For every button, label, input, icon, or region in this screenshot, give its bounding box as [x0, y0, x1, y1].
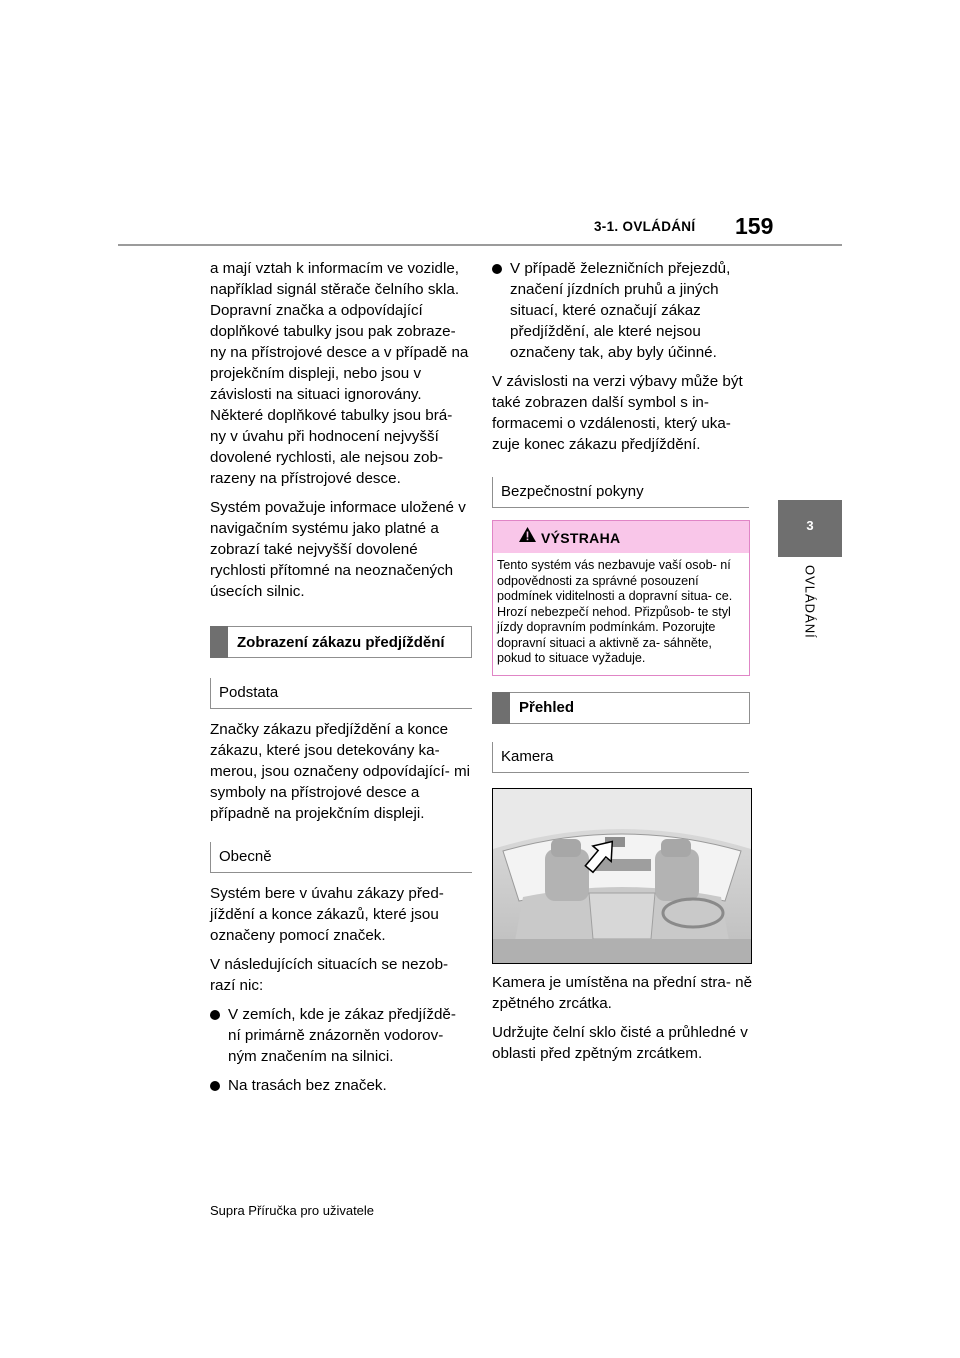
subheading-text: Bezpečnostní pokyny [501, 483, 644, 500]
warning-icon [519, 527, 536, 542]
paragraph: a mají vztah k informacím ve vozidle, například signál stěrače čelního skla. Dopravní značka a odpovídající doplňkové tabulky jsou pak zobraze- ny na přístrojové desce a v případě na projekčním displeji, nebo jsou v závislosti na situaci ignorovány. Některé doplňkové tabulky jsou brá- ny v úvahu při hodnocení nejvyšší dovolené rychlosti, ale nejsou zob- razeny na přístrojové desce. [210, 260, 469, 487]
camera-illustration [492, 788, 752, 964]
car-interior-image [493, 789, 751, 963]
paragraph: Značky zákazu předjíždění a konce zákazu, které jsou detekovány ka- merou, jsou označeny odpovídající- mi symboly na přístrojové desce a případně na projekčním displeji. [210, 721, 471, 822]
warning-box [492, 520, 750, 676]
bullet-item: V případě železničních přejezdů, značení jízdních pruhů a jiných situací, které označují zákaz předjíždění, ale které nejsou označeny tak, aby byly účinné. [492, 258, 754, 363]
subheading [492, 742, 749, 773]
chapter-number: 3 [806, 518, 814, 533]
paragraph: Systém bere v úvahu zákazy před- jíždění a konce zákazů, které jsou označeny pomocí značek. [210, 885, 444, 944]
right-column [492, 258, 754, 1072]
heading-marker [492, 692, 510, 724]
warning-title: VÝSTRAHA [541, 530, 621, 546]
subheading [210, 678, 472, 709]
section-heading-text: Přehled [519, 699, 575, 716]
section-heading-text: Zobrazení zákazu předjíždění [237, 633, 445, 651]
paragraph: V závislosti na verzi výbavy může být také zobrazen další symbol s in- formacemi o vzdálenosti, který uka- zuje konec zákazu předjíždění. [492, 373, 743, 453]
subheading [210, 842, 472, 873]
paragraph: Udržujte čelní sklo čisté a průhledné v oblasti před zpětným zrcátkem. [492, 1023, 748, 1062]
section-heading [210, 626, 472, 658]
section-header: 3-1. OVLÁDÁNÍ [594, 219, 696, 234]
subheading [492, 477, 749, 508]
chapter-tab [778, 500, 842, 557]
header-rule [118, 244, 842, 246]
subheading-text: Kamera [501, 747, 554, 765]
paragraph: V následujících situacích se nezob- razí nic: [210, 956, 449, 994]
warning-header [493, 521, 749, 553]
bullet-item: Na trasách bez značek. [210, 1075, 472, 1096]
warning-text: Tento systém vás nezbavuje vaší osob- ní odpovědnosti za správné posouzení podmínek viditelnosti a dopravní situa- ce. Hrozí nebezpečí nehod. Přizpůsob- te styl jízdy dopravním podmínkám. Pozorujte dopravní situaci a aktivně za- sáhněte, pokud to situace vyžaduje. [497, 558, 733, 665]
chapter-label [778, 565, 842, 655]
chapter-label-text: OVLÁDÁNÍ [802, 565, 818, 639]
paragraph: Kamera je umístěna na přední stra- ně zpětného zrcátka. [492, 973, 753, 1012]
section-heading [492, 692, 750, 724]
subheading-text: Podstata [219, 684, 279, 701]
bullet-item: V zemích, kde je zákaz předjíždě- ní primárně znázorněn vodorov- ným značením na silnici. [210, 1004, 472, 1067]
footer: Supra Příručka pro uživatele [210, 1203, 375, 1218]
heading-marker [210, 626, 228, 658]
paragraph: Systém považuje informace uložené v navigačním systému jako platné a zobrazí také nejvyšší dovolené rychlosti přítomné na neoznačených úsecích silnic. [210, 499, 466, 600]
left-column [210, 258, 472, 1104]
subheading-text: Obecně [219, 848, 272, 865]
page-number: 159 [735, 213, 774, 239]
